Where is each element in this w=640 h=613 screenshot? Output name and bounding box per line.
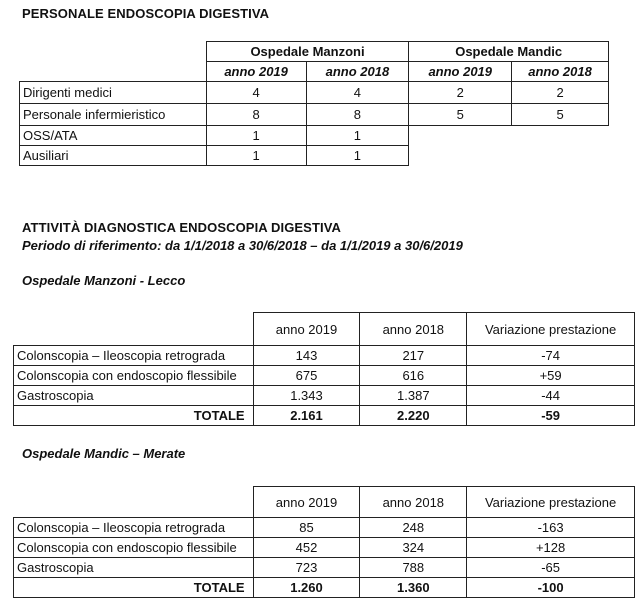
staff-label: Personale infermieristico bbox=[20, 104, 207, 126]
mandic-table bbox=[13, 486, 635, 598]
procedure-label: Colonscopia – Ileoscopia retrograda bbox=[14, 518, 254, 538]
variation-value: -44 bbox=[467, 386, 635, 406]
variation-value: -163 bbox=[467, 518, 635, 538]
mandic-header-row bbox=[14, 487, 635, 518]
value-2019: 723 bbox=[253, 558, 360, 578]
hospital-mandic-header: Ospedale Mandic bbox=[409, 42, 609, 62]
staff-year-header-row bbox=[20, 62, 609, 82]
staff-value: 4 bbox=[206, 82, 306, 104]
manzoni-header-row bbox=[14, 313, 635, 346]
hospital-manzoni-header: Ospedale Manzoni bbox=[206, 42, 409, 62]
procedure-label: Colonscopia – Ileoscopia retrograda bbox=[14, 346, 254, 366]
year-header: anno 2018 bbox=[306, 62, 409, 82]
personale-title: PERSONALE ENDOSCOPIA DIGESTIVA bbox=[22, 6, 270, 21]
staff-label: Ausiliari bbox=[20, 146, 207, 166]
col-header: Variazione prestazione bbox=[467, 487, 635, 518]
col-header: Variazione prestazione bbox=[467, 313, 635, 346]
mandic-row bbox=[14, 518, 635, 538]
total-2019: 2.161 bbox=[253, 406, 360, 426]
staff-label: OSS/ATA bbox=[20, 126, 207, 146]
value-2019: 1.343 bbox=[253, 386, 360, 406]
staff-row bbox=[20, 126, 609, 146]
staff-value: 5 bbox=[512, 104, 609, 126]
col-header: anno 2018 bbox=[360, 487, 467, 518]
staff-hospital-header-row bbox=[20, 42, 609, 62]
manzoni-row bbox=[14, 346, 635, 366]
staff-row bbox=[20, 104, 609, 126]
total-2018: 2.220 bbox=[360, 406, 467, 426]
mandic-row bbox=[14, 558, 635, 578]
variation-value: +59 bbox=[467, 366, 635, 386]
variation-value: -65 bbox=[467, 558, 635, 578]
staff-row bbox=[20, 146, 609, 166]
value-2018: 248 bbox=[360, 518, 467, 538]
staff-value: 2 bbox=[409, 82, 512, 104]
staff-label: Dirigenti medici bbox=[20, 82, 207, 104]
staff-value: 1 bbox=[206, 146, 306, 166]
total-2018: 1.360 bbox=[360, 578, 467, 598]
staff-table bbox=[19, 41, 609, 166]
manzoni-row bbox=[14, 386, 635, 406]
year-header: anno 2019 bbox=[206, 62, 306, 82]
total-label: TOTALE bbox=[14, 406, 254, 426]
staff-value: 5 bbox=[409, 104, 512, 126]
staff-row bbox=[20, 82, 609, 104]
procedure-label: Gastroscopia bbox=[14, 386, 254, 406]
manzoni-title: Ospedale Manzoni - Lecco bbox=[22, 273, 186, 288]
manzoni-row bbox=[14, 366, 635, 386]
year-header: anno 2019 bbox=[409, 62, 512, 82]
value-2018: 217 bbox=[360, 346, 467, 366]
variation-value: +128 bbox=[467, 538, 635, 558]
value-2019: 452 bbox=[253, 538, 360, 558]
staff-value: 1 bbox=[206, 126, 306, 146]
col-header: anno 2019 bbox=[253, 487, 360, 518]
value-2019: 675 bbox=[253, 366, 360, 386]
value-2018: 1.387 bbox=[360, 386, 467, 406]
variation-value: -74 bbox=[467, 346, 635, 366]
manzoni-total-row bbox=[14, 406, 635, 426]
value-2018: 788 bbox=[360, 558, 467, 578]
mandic-total-row bbox=[14, 578, 635, 598]
manzoni-table bbox=[13, 312, 635, 426]
procedure-label: Colonscopia con endoscopio flessibile bbox=[14, 366, 254, 386]
attivita-title: ATTIVITÀ DIAGNOSTICA ENDOSCOPIA DIGESTIVA bbox=[22, 220, 342, 235]
year-header: anno 2018 bbox=[512, 62, 609, 82]
total-variation: -100 bbox=[467, 578, 635, 598]
mandic-title: Ospedale Mandic – Merate bbox=[22, 446, 186, 461]
value-2019: 143 bbox=[253, 346, 360, 366]
value-2018: 324 bbox=[360, 538, 467, 558]
period-text: Periodo di riferimento: da 1/1/2018 a 30/6/2018 – da 1/1/2019 a 30/6/2019 bbox=[22, 238, 463, 253]
total-variation: -59 bbox=[467, 406, 635, 426]
staff-value: 1 bbox=[306, 126, 409, 146]
procedure-label: Colonscopia con endoscopio flessibile bbox=[14, 538, 254, 558]
procedure-label: Gastroscopia bbox=[14, 558, 254, 578]
col-header: anno 2019 bbox=[253, 313, 360, 346]
total-label: TOTALE bbox=[14, 578, 254, 598]
staff-value: 8 bbox=[206, 104, 306, 126]
staff-value: 8 bbox=[306, 104, 409, 126]
value-2018: 616 bbox=[360, 366, 467, 386]
mandic-row bbox=[14, 538, 635, 558]
staff-value: 1 bbox=[306, 146, 409, 166]
col-header: anno 2018 bbox=[360, 313, 467, 346]
value-2019: 85 bbox=[253, 518, 360, 538]
staff-value: 2 bbox=[512, 82, 609, 104]
total-2019: 1.260 bbox=[253, 578, 360, 598]
staff-value: 4 bbox=[306, 82, 409, 104]
